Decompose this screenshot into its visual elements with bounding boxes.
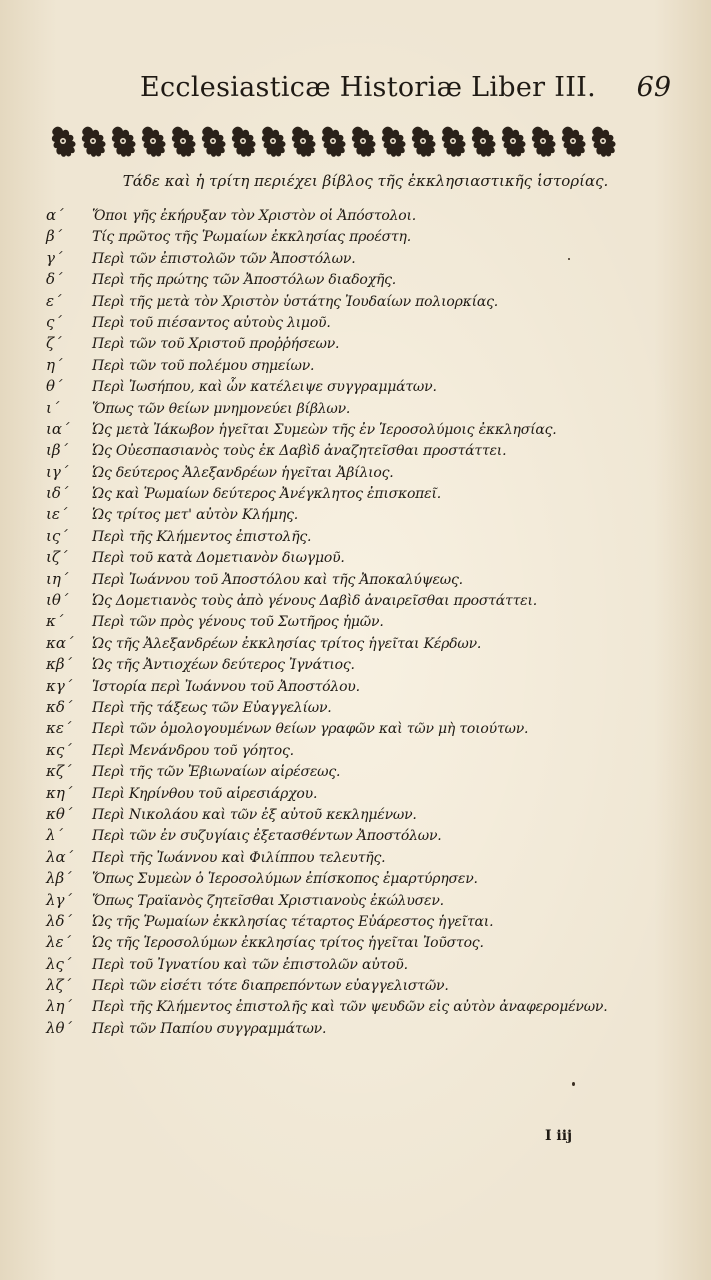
chapter-number: ι´ <box>46 398 60 417</box>
chapter-entry <box>46 525 676 546</box>
chapter-entry <box>46 311 676 332</box>
chapter-title: Περὶ τῶν εἰσέτι τότε διαπρεπόντων εὐαγγελιστῶν. <box>92 978 449 995</box>
chapter-number: κη´ <box>46 783 73 802</box>
chapter-entry <box>46 397 676 418</box>
ink-speck <box>568 258 570 260</box>
chapter-entry <box>46 632 676 653</box>
chapter-number: λε´ <box>46 933 72 952</box>
chapter-entry <box>46 995 676 1016</box>
chapter-number: ιδ´ <box>46 484 69 503</box>
chapter-number: ιε´ <box>46 505 68 524</box>
chapter-entry <box>46 931 676 952</box>
chapter-entry <box>46 354 676 375</box>
chapter-title: Ὡς δεύτερος Ἀλεξανδρέων ἡγεῖται Ἀβίλιος. <box>92 464 394 481</box>
chapter-entry <box>46 290 676 311</box>
chapter-number: ε´ <box>46 291 62 310</box>
chapter-number: κ´ <box>46 612 64 631</box>
chapter-number: κζ´ <box>46 762 72 781</box>
chapter-entry <box>46 546 676 567</box>
chapter-title: Περὶ τοῦ πιέσαντος αὐτοὺς λιμοῦ. <box>92 314 331 331</box>
chapter-title: Περὶ τῆς Κλήμεντος ἐπιστολῆς. <box>92 528 312 545</box>
contents-heading: Τάδε καὶ ἡ τρίτη περιέχει βίβλος τῆς ἐκκλησιαστικῆς ἱστορίας. <box>122 172 609 190</box>
chapter-title: Τίς πρῶτος τῆς Ῥωμαίων ἐκκλησίας προέστη. <box>92 229 411 246</box>
fleuron-ornament-band <box>48 124 618 158</box>
chapter-entry <box>46 653 676 674</box>
chapter-title: Περὶ τῆς τάξεως τῶν Εὐαγγελίων. <box>92 699 332 716</box>
chapter-title: Περὶ τῆς Κλήμεντος ἐπιστολῆς καὶ τῶν ψευδῶν εἰς αὐτὸν ἀναφερομένων. <box>92 999 608 1016</box>
chapter-title: Περὶ τῆς Ἰωάννου καὶ Φιλίππου τελευτῆς. <box>92 849 386 866</box>
chapter-title: Περὶ τῆς πρώτης τῶν Ἀποστόλων διαδοχῆς. <box>92 272 397 289</box>
chapter-entry <box>46 268 676 289</box>
chapter-title: Ὅπως Τραϊανὸς ζητεῖσθαι Χριστιανοὺς ἐκώλυσεν. <box>92 892 444 909</box>
chapter-entry <box>46 204 676 225</box>
chapter-number: α´ <box>46 206 64 224</box>
chapter-entry <box>46 1017 676 1038</box>
chapter-title: Ὡς Δομετιανὸς τοὺς ἀπὸ γένους Δαβὶδ ἀναιρεῖσθαι προστάττει. <box>92 593 537 610</box>
chapter-number: λ´ <box>46 826 64 845</box>
chapter-entry <box>46 974 676 995</box>
chapter-entry <box>46 225 676 246</box>
chapter-number: κδ´ <box>46 697 73 716</box>
chapter-number: ζ´ <box>46 334 62 353</box>
chapter-entry <box>46 675 676 696</box>
chapter-entry <box>46 846 676 867</box>
chapter-title: Περὶ τῶν ἐπιστολῶν τῶν Ἀποστόλων. <box>92 250 356 267</box>
chapter-entry <box>46 332 676 353</box>
running-head <box>140 72 671 112</box>
chapter-number: δ´ <box>46 270 63 289</box>
chapter-entry <box>46 439 676 460</box>
chapter-title: Ὅποι γῆς ἐκήρυξαν τὸν Χριστὸν οἱ Ἀπόστολοι. <box>92 208 417 224</box>
chapter-entry <box>46 953 676 974</box>
chapter-title: Ὡς τῆς Ἱεροσολύμων ἐκκλησίας τρίτος ἡγεῖται Ἰοῦστος. <box>92 935 484 952</box>
chapter-title: Ὡς τῆς Ἀντιοχέων δεύτερος Ἰγνάτιος. <box>92 657 355 674</box>
chapter-entry <box>46 482 676 503</box>
chapter-entry <box>46 696 676 717</box>
chapter-entry <box>46 247 676 268</box>
chapter-entry <box>46 503 676 524</box>
chapter-title: Ὡς τῆς Ῥωμαίων ἐκκλησίας τέταρτος Εὐάρεστος ἡγεῖται. <box>92 913 494 930</box>
chapter-number: ιθ´ <box>46 591 69 610</box>
chapter-entry <box>46 610 676 631</box>
chapter-title: Ὡς Οὐεσπασιανὸς τοὺς ἐκ Δαβὶδ ἀναζητεῖσθαι προστάττει. <box>92 443 507 460</box>
chapter-title: Περὶ Κηρίνθου τοῦ αἱρεσιάρχου. <box>92 785 318 802</box>
chapter-title: Περὶ Νικολάου καὶ τῶν ἐξ αὐτοῦ κεκλημένων. <box>92 806 417 823</box>
chapter-title: Ὅπως τῶν θείων μνημονεύει βίβλων. <box>92 400 351 417</box>
chapter-number: λζ´ <box>46 976 72 995</box>
chapter-number: ιγ´ <box>46 462 69 481</box>
chapter-title: Περὶ Ἰωσήπου, καὶ ὧν κατέλειψε συγγραμμάτων. <box>92 379 437 396</box>
chapter-number: θ´ <box>46 377 63 396</box>
chapter-number: λα´ <box>46 847 74 866</box>
chapter-number: λθ´ <box>46 1018 73 1037</box>
chapter-number: ιη´ <box>46 569 69 588</box>
chapter-number: κε´ <box>46 719 72 738</box>
chapter-entry <box>46 717 676 738</box>
ink-speck <box>572 1082 575 1086</box>
chapter-entry <box>46 760 676 781</box>
chapter-number: β´ <box>46 227 63 246</box>
chapter-title: Ὡς καὶ Ῥωμαίων δεύτερος Ἀνέγκλητος ἐπισκοπεῖ. <box>92 486 442 503</box>
chapter-title: Περὶ τῆς μετὰ τὸν Χριστὸν ὑστάτης Ἰουδαίων πολιορκίας. <box>92 293 499 310</box>
signature-mark: I iij <box>545 1128 573 1144</box>
chapter-entry <box>46 375 676 396</box>
chapter-entry <box>46 910 676 931</box>
chapter-number: κβ´ <box>46 655 73 674</box>
chapter-number: λδ´ <box>46 911 73 930</box>
chapter-title: Ὅπως Συμεὼν ὁ Ἱεροσολύμων ἐπίσκοπος ἐμαρτύρησεν. <box>92 871 478 888</box>
chapter-entry <box>46 782 676 803</box>
chapter-entry <box>46 824 676 845</box>
chapter-list <box>46 204 676 1038</box>
chapter-title: Ὡς τῆς Ἀλεξανδρέων ἐκκλησίας τρίτος ἡγεῖται Κέρδων. <box>92 635 482 652</box>
chapter-number: ιβ´ <box>46 441 69 460</box>
chapter-title: Ὡς μετὰ Ἰάκωβον ἡγεῖται Συμεὼν τῆς ἐν Ἱεροσολύμοις ἐκκλησίας. <box>92 421 557 438</box>
chapter-number: γ´ <box>46 248 63 267</box>
chapter-number: κς´ <box>46 740 72 759</box>
chapter-title: Περὶ Ἰωάννου τοῦ Ἀποστόλου καὶ τῆς Ἀποκαλύψεως. <box>92 571 463 588</box>
chapter-number: κθ´ <box>46 804 73 823</box>
chapter-entry <box>46 803 676 824</box>
chapter-title: Περὶ τῆς τῶν Ἐβιωναίων αἱρέσεως. <box>92 764 341 781</box>
chapter-entry <box>46 461 676 482</box>
page-number: 69 <box>636 72 671 103</box>
chapter-entry <box>46 568 676 589</box>
chapter-title: Περὶ τῶν τοῦ Χριστοῦ προῤῥήσεων. <box>92 336 340 353</box>
chapter-number: λς´ <box>46 954 72 973</box>
chapter-entry <box>46 589 676 610</box>
chapter-number: η´ <box>46 355 63 374</box>
chapter-title: Περὶ τοῦ κατὰ Δομετιανὸν διωγμοῦ. <box>92 550 345 567</box>
chapter-entry <box>46 867 676 888</box>
chapter-number: κγ´ <box>46 676 73 695</box>
chapter-number: ις´ <box>46 526 68 545</box>
chapter-entry <box>46 418 676 439</box>
chapter-number: ς´ <box>46 312 62 331</box>
chapter-number: λβ´ <box>46 869 72 888</box>
chapter-title: Περὶ τῶν τοῦ πολέμου σημείων. <box>92 357 315 374</box>
chapter-title: Περὶ τῶν ἐν συζυγίαις ἐξετασθέντων Ἀποστόλων. <box>92 828 442 845</box>
chapter-title: Περὶ τῶν Παπίου συγγραμμάτων. <box>92 1020 327 1037</box>
chapter-entry <box>46 739 676 760</box>
chapter-title: Περὶ τοῦ Ἰγνατίου καὶ τῶν ἐπιστολῶν αὐτοῦ. <box>92 956 408 973</box>
chapter-title: Περὶ τῶν ὁμολογουμένων θείων γραφῶν καὶ τῶν μὴ τοιούτων. <box>92 721 529 738</box>
chapter-title: Ὡς τρίτος μετ' αὐτὸν Κλήμης. <box>92 507 299 524</box>
chapter-number: ιζ´ <box>46 548 68 567</box>
chapter-title: Περὶ τῶν πρὸς γένους τοῦ Σωτῆρος ἡμῶν. <box>92 614 384 631</box>
chapter-number: λη´ <box>46 997 72 1016</box>
chapter-entry <box>46 889 676 910</box>
chapter-number: λγ´ <box>46 890 72 909</box>
chapter-title: Περὶ Μενάνδρου τοῦ γόητος. <box>92 742 294 759</box>
chapter-number: ια´ <box>46 419 70 438</box>
running-title: Ecclesiasticæ Historiæ Liber III. <box>140 72 597 103</box>
chapter-number: κα´ <box>46 633 74 652</box>
chapter-title: Ἱστορία περὶ Ἰωάννου τοῦ Ἀποστόλου. <box>92 678 360 695</box>
